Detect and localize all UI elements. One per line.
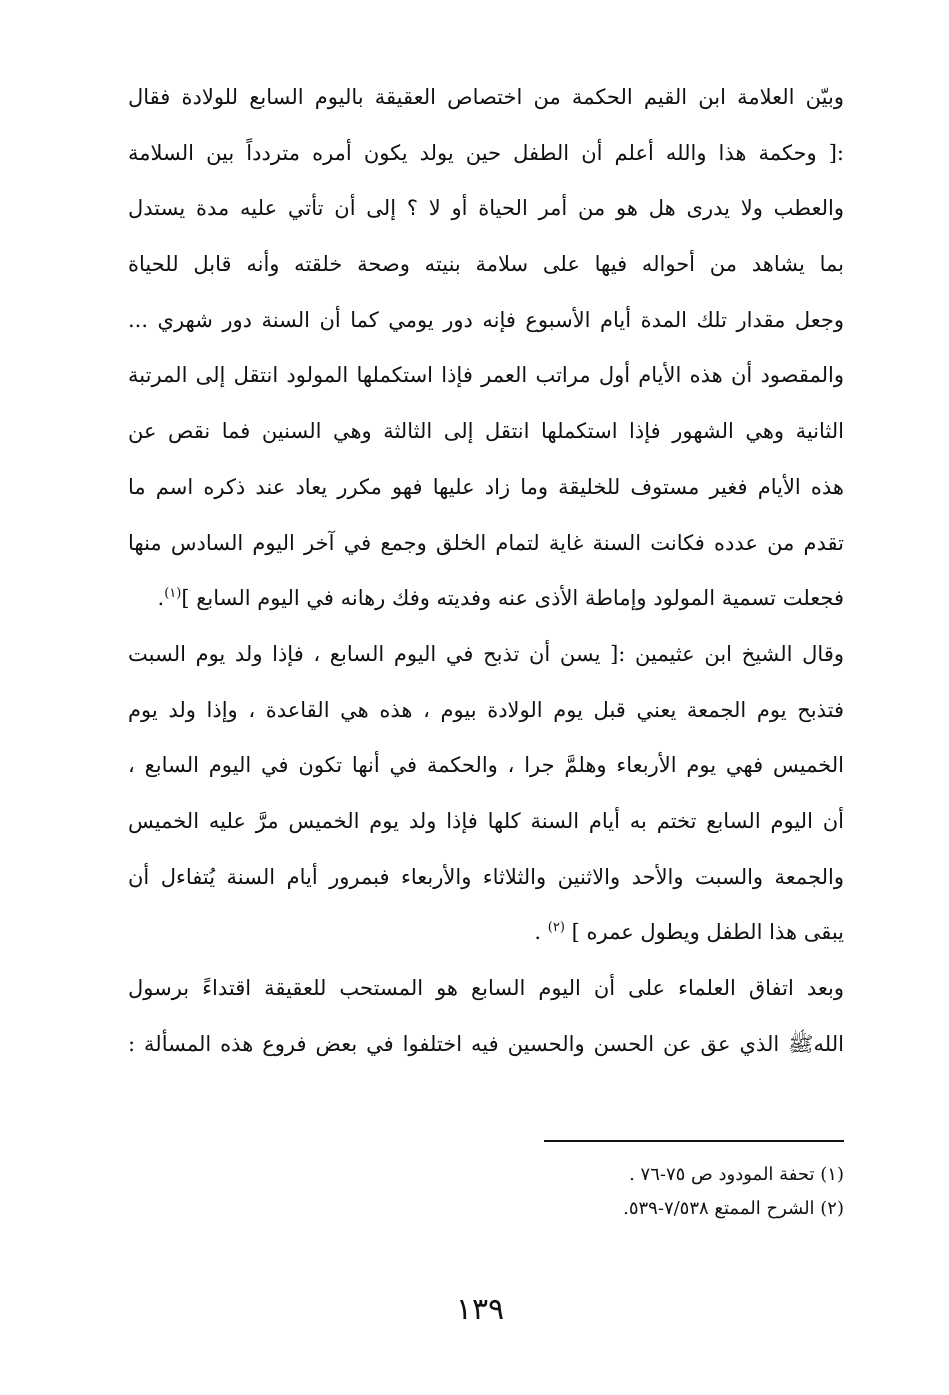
body-line: الثانية وهي الشهور فإذا استكملها انتقل إلى الثالثة وهي السنين فما نقص عن — [128, 419, 844, 444]
body-line: وجعل مقدار تلك المدة أيام الأسبوع فإنه دور يومي كما أن السنة دور شهري ... — [128, 307, 844, 332]
page-number: ١٣٩ — [455, 1292, 505, 1327]
body-line: وبيّن العلامة ابن القيم الحكمة من اختصاص العقيقة باليوم السابع للولادة فقال — [128, 85, 844, 109]
body-text — [128, 70, 844, 1072]
footnote-marker: (٢) — [547, 920, 565, 936]
footnote-item: (١) تحفة المودود ص ٧٥-٧٦ . — [629, 1164, 844, 1185]
body-line: بما يشاهد من أحواله فيها على سلامة بنيته وصحة خلقته وأنه قابل للحياة — [128, 252, 844, 277]
footnote-item: (٢) الشرح الممتع ٧/٥٣٨-٥٣٩. — [623, 1198, 844, 1219]
body-line: والعطب ولا يدرى هل هو من أمر الحياة أو لا ؟ إلى أن تأتي عليه مدة يستدل — [128, 196, 844, 221]
body-line: اللهﷺ الذي عق عن الحسن والحسين فيه اختلفوا في بعض فروع هذه المسألة : — [128, 1031, 844, 1056]
body-line-text: يبقى هذا الطفل ويطول عمره ] — [571, 920, 844, 945]
footnotes — [428, 1158, 844, 1226]
body-line: الخميس فهي يوم الأربعاء وهلمَّ جرا ، والحكمة في أنها تكون في اليوم السابع ، — [128, 753, 844, 778]
body-line: أن اليوم السابع تختم به أيام السنة كلها فإذا ولد يوم الخميس مرَّ عليه الخميس — [128, 808, 844, 833]
body-line — [128, 571, 844, 627]
body-line — [128, 905, 844, 961]
body-line: وبعد اتفاق العلماء على أن اليوم السابع هو المستحب للعقيقة اقتداءً برسول — [128, 976, 844, 1000]
footnote-divider — [544, 1140, 844, 1142]
body-line-tail: . — [157, 586, 165, 611]
body-line-text: فجعلت تسمية المولود وإماطة الأذى عنه وفديته وفك رهانه في اليوم السابع ] — [181, 586, 844, 611]
body-line: والمقصود أن هذه الأيام أول مراتب العمر فإذا استكملها المولود انتقل إلى المرتبة — [128, 363, 844, 388]
body-line: والجمعة والسبت والأحد والاثنين والثلاثاء والأربعاء فبمرور أيام السنة يُتفاءل أن — [128, 864, 844, 889]
body-line: وقال الشيخ ابن عثيمين :[ يسن أن تذبح في اليوم السابع ، فإذا ولد يوم السبت — [128, 641, 844, 666]
body-line: فتذبح يوم الجمعة يعني قبل يوم الولادة بيوم ، هذه هي القاعدة ، وإذا ولد يوم — [128, 697, 844, 722]
footnote-marker: (١) — [164, 586, 182, 602]
body-line-tail: . — [534, 920, 542, 945]
body-line: هذه الأيام فغير مستوف للخليقة وما زاد عليها فهو مكرر يعاد عند ذكره اسم ما — [128, 474, 844, 499]
body-line: :[ وحكمة هذا والله أعلم أن الطفل حين يولد يكون أمره متردداً بين السلامة — [128, 140, 844, 165]
body-line: تقدم من عدده فكانت السنة غاية لتمام الخلق وجمع في آخر اليوم السادس منها — [128, 530, 844, 555]
